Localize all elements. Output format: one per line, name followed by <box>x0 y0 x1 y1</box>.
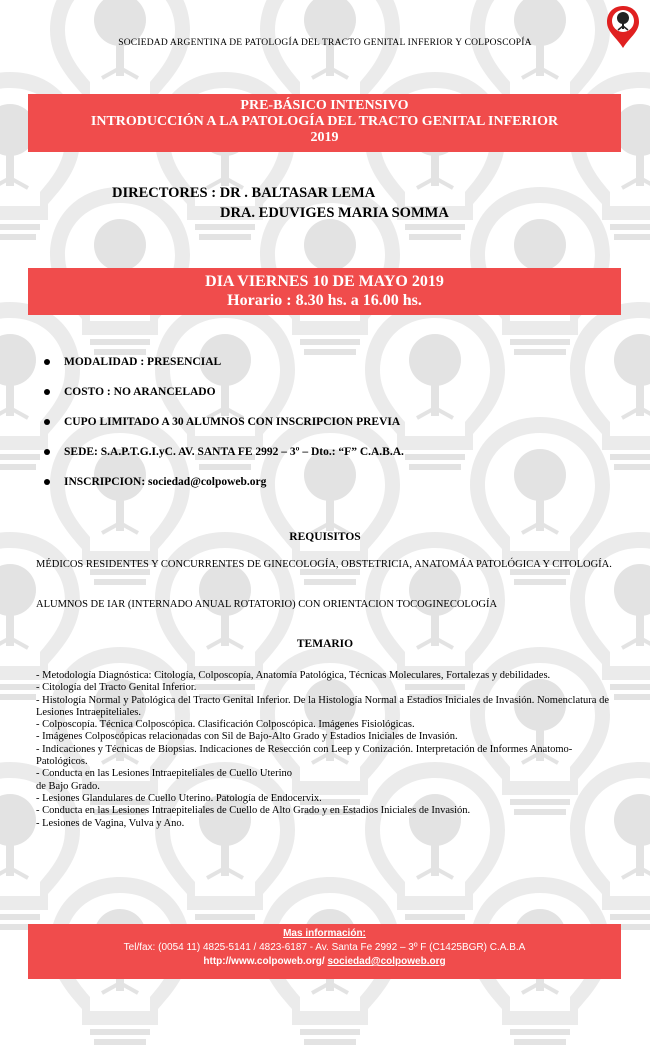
details-list <box>44 354 404 504</box>
temario-item: - Metodología Diagnóstica: Citología, Colposcopía, Anatomía Patológica, Técnicas Moleculares, Fortalezas y debilidades. <box>36 670 551 681</box>
temario-item: - Indicaciones y Técnicas de Biopsias. Indicaciones de Resección con Leep y Conización. Interpretación de Informes Anatomo-Patológicos. <box>36 743 573 768</box>
list-item: MODALIDAD : PRESENCIAL <box>44 354 404 384</box>
course-year: 2019 <box>310 130 339 145</box>
bullet-icon <box>44 359 50 365</box>
temario-item: - Histología Normal y Patológica del Tracto Genital Inferior. De la Histología Normal a Estadios Iniciales de Invasión. Nomenclatura de Lesiones Intraepiteliales. <box>36 694 609 718</box>
temario-heading: TEMARIO <box>296 638 354 650</box>
temario-item: - Lesiones de Vagina, Vulva y Ano. <box>36 817 185 829</box>
requisitos-paragraph-2: ALUMNOS DE IAR (INTERNADO ANUAL ROTATORIO) CON ORIENTACION TOCOGINECOLOGÍA <box>36 599 498 610</box>
course-type: PRE-BÁSICO INTENSIVO <box>240 98 409 113</box>
requisitos-paragraph-1: MÉDICOS RESIDENTES Y CONCURRENTES DE GINECOLOGÍA, OBSTETRICIA, ANATOMÁA PATOLÓGICA Y CITOLOGÍA. <box>36 559 612 570</box>
requisitos-heading: REQUISITOS <box>289 531 361 543</box>
temario-item: - Conducta en las Lesiones Intraepiteliales de Cuello Uterino <box>36 768 293 780</box>
event-date: DIA VIERNES 10 DE MAYO 2019 <box>205 273 444 290</box>
info-title: Mas información: <box>283 928 366 939</box>
contact-banner <box>28 924 621 979</box>
schedule-banner <box>28 268 621 315</box>
temario-list <box>36 670 614 830</box>
list-item: INSCRIPCION: sociedad@colpoweb.org <box>44 474 404 504</box>
bullet-icon <box>44 449 50 455</box>
temario-item: - Imágenes Colposcópicas relacionadas con Sil de Bajo-Alto Grado y Estadios Iniciales de Invasión. <box>36 731 458 743</box>
bullet-icon <box>44 389 50 395</box>
temario-item: - Citología del Tracto Genital Inferior. <box>36 682 197 694</box>
directors-block <box>112 183 449 223</box>
event-hours: Horario : 8.30 hs. a 16.00 hs. <box>227 292 422 309</box>
director-2: DRA. EDUVIGES MARIA SOMMA <box>220 205 449 221</box>
director-1: DIRECTORES : DR . BALTASAR LEMA <box>112 185 376 201</box>
list-item: CUPO LIMITADO A 30 ALUMNOS CON INSCRIPCION PREVIA <box>44 414 404 444</box>
email-link[interactable]: sociedad@colpoweb.org <box>327 956 446 967</box>
temario-item: - Conducta en las Lesiones Intraepiteliales de Cuello de Alto Grado y en Estadios Iniciales de Invasión. <box>36 805 471 817</box>
bullet-icon <box>44 479 50 485</box>
website-link[interactable]: http://www.colpoweb.org/ <box>203 956 325 967</box>
temario-item: - Lesiones Glandulares de Cuello Uterino. Patología de Endocervix. <box>36 792 322 804</box>
society-name: SOCIEDAD ARGENTINA DE PATOLOGÍA DEL TRACTO GENITAL INFERIOR Y COLPOSCOPÍA <box>118 38 532 48</box>
list-item: SEDE: S.A.P.T.G.I.yC. AV. SANTA FE 2992 – 3º – Dto.: “F” C.A.B.A. <box>44 444 404 474</box>
temario-item: - Colposcopía. Técnica Colposcópica. Clasificación Colposcópica. Imágenes Fisiológicas. <box>36 719 415 731</box>
course-title-banner <box>28 94 621 152</box>
bullet-icon <box>44 419 50 425</box>
list-item: COSTO : NO ARANCELADO <box>44 384 404 414</box>
temario-item: de Bajo Grado. <box>36 780 100 792</box>
contact-details: Tel/fax: (0054 11) 4825-5141 / 4823-6187 - Av. Santa Fe 2992 – 3º F (C1425BGR) C.A.B.A <box>123 942 526 953</box>
course-title: INTRODUCCIÓN A LA PATOLOGÍA DEL TRACTO GENITAL INFERIOR <box>90 114 559 129</box>
